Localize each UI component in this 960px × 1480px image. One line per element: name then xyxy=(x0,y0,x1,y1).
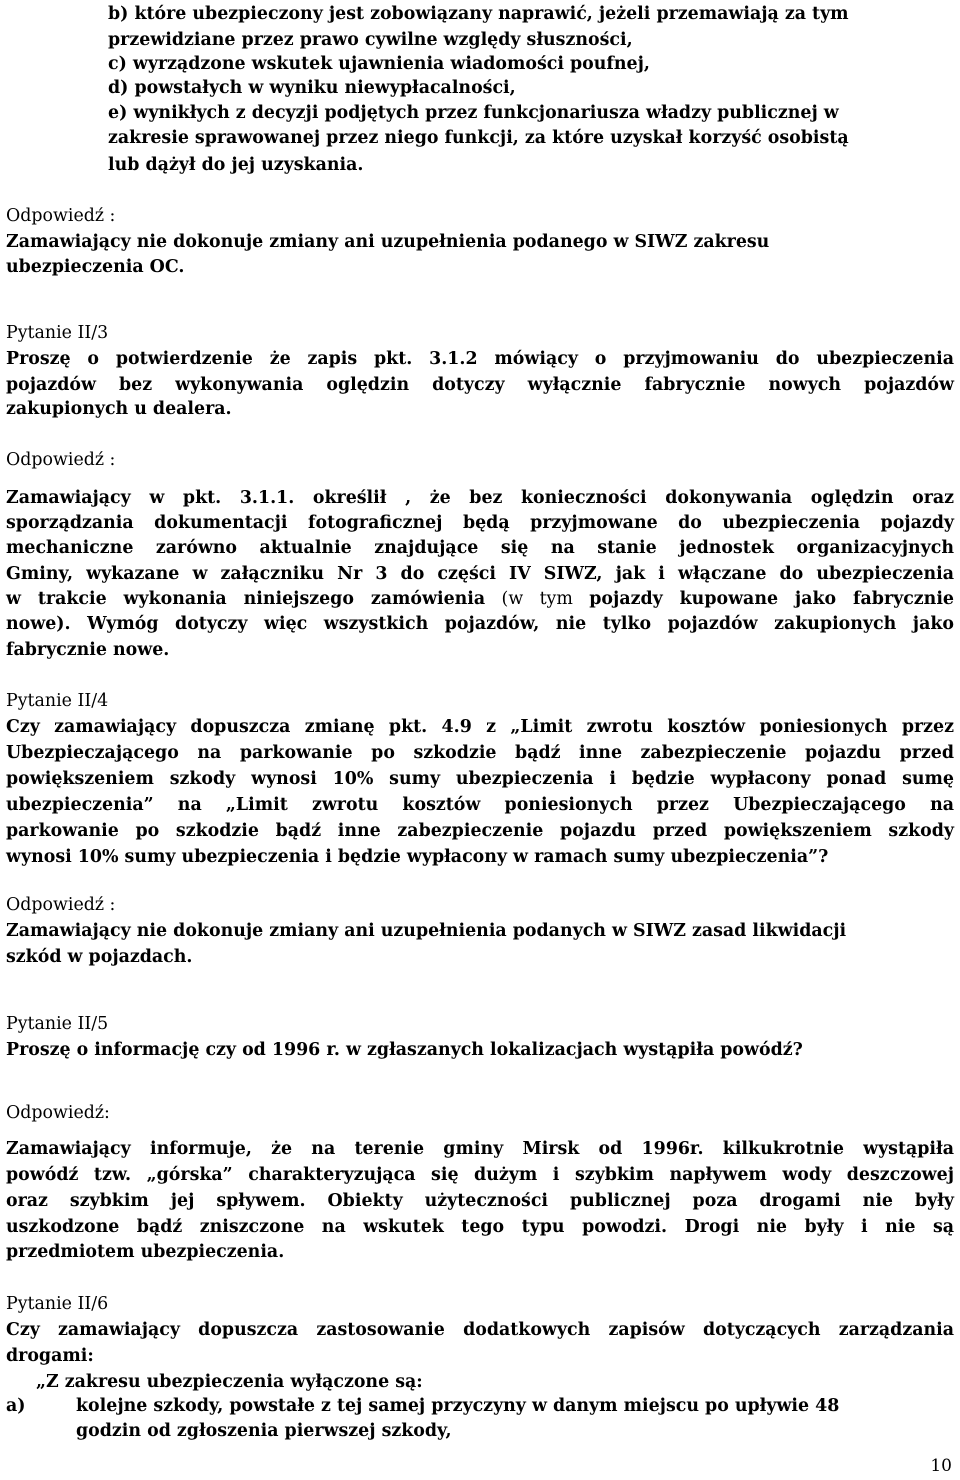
question-text: Czy zamawiający dopuszcza zastosowanie dodatkowych zapisów dotyczących zarządzania xyxy=(6,1320,954,1340)
answer-text: Zamawiający informuje, że na terenie gminy Mirsk od 1996r. kilkukrotnie wystąpiła xyxy=(6,1139,954,1159)
question-text: Ubezpieczającego na parkowanie po szkodzie bądź inne zabezpieczenie pojazdu przed xyxy=(6,743,954,763)
question-heading: Pytanie II/3 xyxy=(6,323,109,343)
answer-text: powódź tzw. „górska” charakteryzująca się dużym i szybkim napływem wody deszczowej xyxy=(6,1165,954,1185)
answer-text-part: pojazdy kupowane jako fabrycznie xyxy=(589,589,954,609)
answer-text: Zamawiający nie dokonuje zmiany ani uzupełnienia podanych w SIWZ zasad likwidacji xyxy=(6,921,847,941)
question-text: pojazdów bez wykonywania oględzin dotyczy wyłącznie fabrycznie nowych pojazdów xyxy=(6,375,954,395)
list-item-e: e) wynikłych z decyzji podjętych przez funkcjonariusza władzy publicznej w xyxy=(108,103,839,123)
answer-text: uszkodzone bądź zniszczone na wskutek tego typu powodzi. Drogi nie były i nie są xyxy=(6,1217,954,1237)
answer-heading: Odpowiedź : xyxy=(6,450,116,470)
question-text: Proszę o potwierdzenie że zapis pkt. 3.1.2 mówiący o przyjmowaniu do ubezpieczenia xyxy=(6,349,954,369)
answer-text: oraz szybkim jej spływem. Obiekty użyteczności publicznej poza drogami nie były xyxy=(6,1191,954,1211)
answer-text: sporządzania dokumentacji fotograficznej będą przyjmowane do ubezpieczenia pojazdy xyxy=(6,513,954,533)
question-text: parkowanie po szkodzie bądź inne zabezpieczenie pojazdu przed powiększeniem szkody xyxy=(6,821,954,841)
answer-text: Zamawiający nie dokonuje zmiany ani uzupełnienia podanego w SIWZ zakresu xyxy=(6,232,770,252)
item-text: kolejne szkody, powstałe z tej samej przyczyny w danym miejscu po upływie 48 xyxy=(76,1396,840,1416)
question-text: wynosi 10% sumy ubezpieczenia i będzie wypłacony w ramach sumy ubezpieczenia”? xyxy=(6,847,829,867)
list-item-b-cont: przewidziane przez prawo cywilne względy słuszności, xyxy=(108,30,633,50)
answer-text-part: w trakcie wykonania niniejszego zamówienia xyxy=(6,589,486,609)
list-item-c: c) wyrządzone wskutek ujawnienia wiadomości poufnej, xyxy=(108,54,650,74)
item-label: a) xyxy=(6,1396,26,1416)
answer-text-mixed xyxy=(6,587,954,612)
list-item-e-cont: lub dążył do jej uzyskania. xyxy=(108,155,364,175)
question-text: powiększeniem szkody wynosi 10% sumy ubezpieczenia i będzie wypłacony ponad sumę xyxy=(6,769,954,789)
answer-text: Zamawiający w pkt. 3.1.1. określił , że bez konieczności dokonywania oględzin oraz xyxy=(6,488,954,508)
question-text: zakupionych u dealera. xyxy=(6,399,232,419)
question-heading: Pytanie II/4 xyxy=(6,691,109,711)
question-heading: Pytanie II/6 xyxy=(6,1294,109,1314)
question-text: Proszę o informację czy od 1996 r. w zgłaszanych lokalizacjach wystąpiła powódź? xyxy=(6,1040,803,1060)
answer-text: nowe). Wymóg dotyczy więc wszystkich pojazdów, nie tylko pojazdów zakupionych jako xyxy=(6,614,954,634)
answer-heading: Odpowiedź: xyxy=(6,1103,110,1123)
answer-text: fabrycznie nowe. xyxy=(6,640,170,660)
question-heading: Pytanie II/5 xyxy=(6,1014,109,1034)
list-item-b: b) które ubezpieczony jest zobowiązany naprawić, jeżeli przemawiają za tym xyxy=(108,4,849,24)
question-text: Czy zamawiający dopuszcza zmianę pkt. 4.9 z „Limit zwrotu kosztów poniesionych przez xyxy=(6,717,954,737)
quote-text: „Z zakresu ubezpieczenia wyłączone są: xyxy=(36,1372,423,1392)
question-text: drogami: xyxy=(6,1346,94,1366)
answer-text: mechaniczne zarówno aktualnie znajdujące się na stanie jednostek organizacyjnych xyxy=(6,538,954,558)
item-text: godzin od zgłoszenia pierwszej szkody, xyxy=(76,1421,452,1441)
page-number: 10 xyxy=(930,1456,952,1476)
answer-text-part: (w tym xyxy=(485,589,590,609)
list-item-e-cont: zakresie sprawowanej przez niego funkcji, za które uzyskał korzyść osobistą xyxy=(108,128,849,148)
answer-text: Gminy, wykazane w załączniku Nr 3 do części IV SIWZ, jak i włączane do ubezpieczenia xyxy=(6,564,954,584)
answer-heading: Odpowiedź : xyxy=(6,206,116,226)
answer-text: przedmiotem ubezpieczenia. xyxy=(6,1242,285,1262)
answer-text: ubezpieczenia OC. xyxy=(6,257,185,277)
list-item-d: d) powstałych w wyniku niewypłacalności, xyxy=(108,78,516,98)
question-text: ubezpieczenia” na „Limit zwrotu kosztów poniesionych przez Ubezpieczającego na xyxy=(6,795,954,815)
answer-text: szkód w pojazdach. xyxy=(6,947,193,967)
answer-heading: Odpowiedź : xyxy=(6,895,116,915)
